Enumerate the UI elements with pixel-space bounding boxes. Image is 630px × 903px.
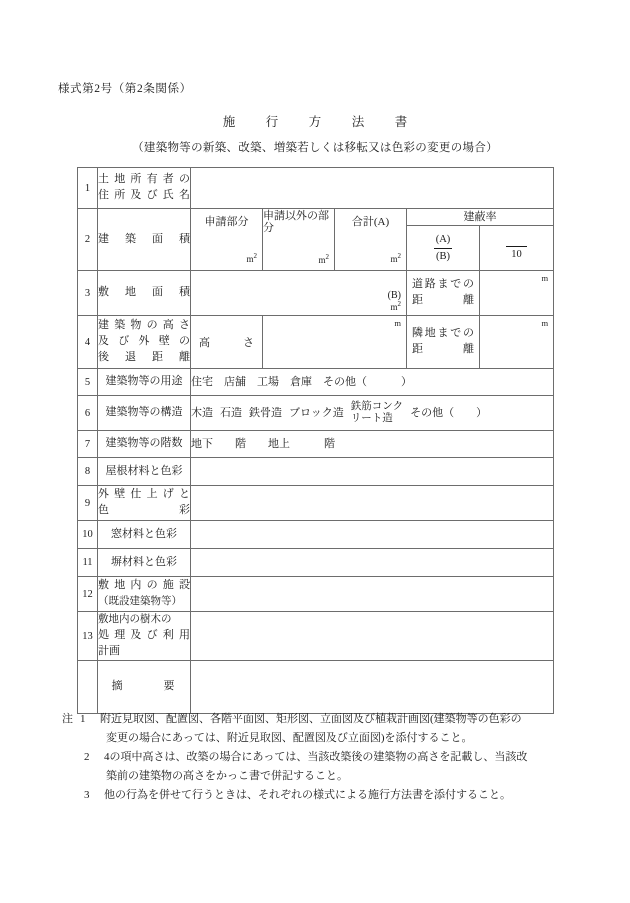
unit-label: $m^2$ (246, 252, 257, 265)
roof-material-color-field[interactable] (191, 458, 554, 486)
use-option-factory[interactable]: 工場 (257, 375, 279, 388)
row-label-line: 敷地内の施設 (98, 579, 190, 592)
row-label-height-setback (98, 316, 191, 369)
unit-label: m (541, 318, 549, 328)
note-item (62, 786, 572, 805)
use-option-other-open[interactable]: その他（ (323, 375, 367, 388)
fraction (434, 233, 453, 262)
note-text: 築前の建築物の高さをかっこ書で併記すること。 (106, 769, 348, 782)
fraction-denominator: (B) (435, 250, 450, 262)
use-option-warehouse[interactable]: 倉庫 (290, 375, 312, 388)
col-header-total (335, 209, 407, 271)
row-label-site-area (98, 271, 191, 316)
row-label-exterior-wall-finish-color (98, 486, 191, 521)
fence-material-color-field[interactable] (191, 549, 554, 577)
row-number: 7 (78, 431, 98, 458)
table-row (78, 486, 554, 521)
height-sub-label (191, 316, 263, 369)
row-number: 3 (78, 271, 98, 316)
row-label-line: 及び外壁の (98, 335, 190, 348)
note-text: 変更の場合にあっては、附近見取図、配置図及び立面図)を添付すること。 (106, 731, 473, 744)
row-label-line: 道路までの (412, 278, 474, 291)
row-label-line: 隣地までの (412, 327, 474, 340)
row-number: 11 (78, 549, 98, 577)
table-row (78, 458, 554, 486)
owner-address-name-field[interactable] (191, 168, 554, 209)
document-subtitle: （建築物等の新築、改築、増築若しくは移転又は色彩の変更の場合） (132, 142, 498, 154)
site-area-field[interactable] (191, 271, 407, 316)
col-header-application-part (191, 209, 263, 271)
note-number: 2 (84, 750, 90, 763)
row-label-summary (98, 661, 191, 714)
row-number (78, 661, 98, 714)
structure-option-other-open[interactable]: その他（ (410, 406, 455, 419)
application-form-table (77, 167, 554, 714)
structure-option-steel[interactable]: 鉄骨造 (249, 406, 282, 419)
col-header-non-application-part (263, 209, 335, 271)
unit-label: m (541, 273, 549, 283)
row-number: 13 (78, 612, 98, 661)
row-label-line: 建築物の高さ (98, 319, 190, 332)
table-row (78, 431, 554, 458)
row-number: 6 (78, 396, 98, 431)
row-label-line: 建築物等の構造 (105, 406, 183, 419)
structure-option-wood[interactable]: 木造 (191, 406, 213, 419)
structure-option-block[interactable]: ブロック造 (289, 406, 344, 419)
table-row (78, 168, 554, 209)
row-label-line: 後 退 距 離 (98, 350, 190, 363)
structure-option-other-close: ） (476, 406, 488, 419)
unit-label: $m^2$ (390, 252, 401, 265)
floors-underground-unit: 階 (235, 437, 246, 450)
row-number: 9 (78, 486, 98, 521)
row-label-line: 敷 地 面 積 (98, 286, 190, 299)
unit-label: $m^2$ (318, 253, 329, 266)
table-row (78, 661, 554, 714)
structure-option-line: リート造 (350, 413, 393, 424)
row-label-owner (98, 168, 191, 209)
exterior-wall-finish-color-field[interactable] (191, 486, 554, 521)
table-row (78, 577, 554, 612)
note-text: 附近見取図、配置図、各階平面図、矩形図、立面図及び植栽計画図(建築物等の色彩の (100, 713, 522, 725)
row-label-use (98, 369, 191, 396)
row-label-line: 建築物等の用途 (105, 375, 183, 388)
floors-field[interactable] (191, 431, 554, 458)
row-label-site-facilities (98, 577, 191, 612)
site-area-tag: (B) (387, 290, 401, 301)
row-number: 1 (78, 168, 98, 209)
fraction-numerator: (A) (434, 233, 453, 248)
form-code: 様式第2号（第2条関係） (58, 83, 192, 95)
fraction (506, 234, 527, 261)
row-number: 2 (78, 209, 98, 271)
coverage-fraction-ten[interactable] (480, 226, 554, 271)
use-options[interactable] (191, 369, 554, 396)
table-row (78, 316, 554, 369)
table-row (78, 612, 554, 661)
row-number: 10 (78, 521, 98, 549)
structure-options[interactable] (191, 396, 554, 431)
row-label-line: 窓材料と色彩 (111, 527, 177, 540)
note-continuation (62, 729, 572, 748)
summary-field[interactable] (191, 661, 554, 714)
notes-prefix: 注 (62, 713, 73, 725)
use-option-residence[interactable]: 住宅 (191, 375, 213, 388)
row-label-line: 摘 要 (111, 680, 177, 693)
note-item (62, 748, 572, 767)
row-label-line: 処理及び利用 (98, 628, 190, 641)
height-field[interactable] (263, 316, 407, 369)
table-row (78, 369, 554, 396)
row-label-line: 土地所有者の (98, 173, 190, 186)
row-label-line: 屋根材料と色彩 (105, 464, 183, 477)
table-row (78, 549, 554, 577)
note-continuation (62, 767, 572, 786)
window-material-color-field[interactable] (191, 521, 554, 549)
table-row (78, 271, 554, 316)
distance-to-road-field[interactable] (480, 271, 554, 316)
document-title: 施 行 方 法 書 (222, 115, 417, 129)
floors-above-label: 地上 (268, 437, 290, 450)
row-number: 12 (78, 577, 98, 612)
row-label-line: 計画 (98, 644, 120, 657)
table-row (78, 209, 554, 226)
col-header-text: 申請以外の部分 (263, 210, 329, 235)
row-label-roof-material-color (98, 458, 191, 486)
row-label-distance-to-road (407, 271, 480, 316)
height-sub-label-text: 高 さ (199, 337, 254, 349)
col-header-text: 合計(A) (351, 215, 390, 228)
row-label-line: 住所及び氏名 (98, 189, 190, 201)
fraction-denominator: 10 (511, 249, 522, 261)
col-header-coverage-ratio: 建蔽率 (407, 209, 554, 226)
use-option-store[interactable]: 店舗 (224, 375, 246, 388)
floors-underground-label: 地下 (191, 437, 213, 450)
row-label-line: 色 彩 (98, 504, 190, 516)
table-row (78, 396, 554, 431)
row-number: 8 (78, 458, 98, 486)
col-header-text: 申請部分 (204, 215, 249, 228)
row-label-structure (98, 396, 191, 431)
coverage-fraction-ab (407, 226, 480, 271)
row-label-floors (98, 431, 191, 458)
row-label-building-area (98, 209, 191, 271)
structure-option-reinforced-concrete[interactable] (351, 401, 403, 426)
use-option-other-close: ） (401, 375, 412, 388)
site-facilities-field[interactable] (191, 577, 554, 612)
row-label-line: （既設建築物等） (98, 596, 182, 608)
row-label-line: 外壁仕上げと (98, 488, 190, 501)
distance-to-neighbor-field[interactable] (480, 316, 554, 369)
note-number: 3 (84, 788, 90, 801)
row-number: 4 (78, 316, 98, 369)
row-label-fence-material-color (98, 549, 191, 577)
notes-section (62, 710, 572, 805)
note-text: 他の行為を併せて行うときは、それぞれの様式による施行方法書を添付すること。 (104, 788, 511, 801)
row-label-line: 距 離 (412, 343, 474, 355)
row-label-distance-to-neighbor (407, 316, 480, 369)
note-number: 1 (80, 713, 86, 725)
fraction-numerator (506, 234, 527, 247)
row-label-line: 敷地内の樹木の (98, 614, 172, 626)
row-label-line: 建築物等の階数 (105, 437, 183, 450)
table-row (78, 521, 554, 549)
row-label-line: 距 離 (412, 294, 474, 306)
note-item (62, 710, 572, 729)
row-number: 5 (78, 369, 98, 396)
unit-label: $m^2$ (390, 300, 401, 312)
note-text: 4の項中高さは、改築の場合にあっては、当該改築後の建築物の高さを記載し、当該改 (104, 750, 528, 763)
structure-option-stone[interactable]: 石造 (220, 406, 242, 419)
tree-plan-field[interactable] (191, 612, 554, 661)
row-label-line: 塀材料と色彩 (111, 555, 177, 568)
floors-above-unit: 階 (324, 437, 335, 450)
row-label-line: 建 築 面 積 (98, 232, 190, 245)
unit-label: m (394, 318, 401, 328)
row-label-tree-plan (98, 612, 191, 661)
structure-option-line: 鉄筋コンク (350, 400, 404, 412)
row-label-window-material-color (98, 521, 191, 549)
